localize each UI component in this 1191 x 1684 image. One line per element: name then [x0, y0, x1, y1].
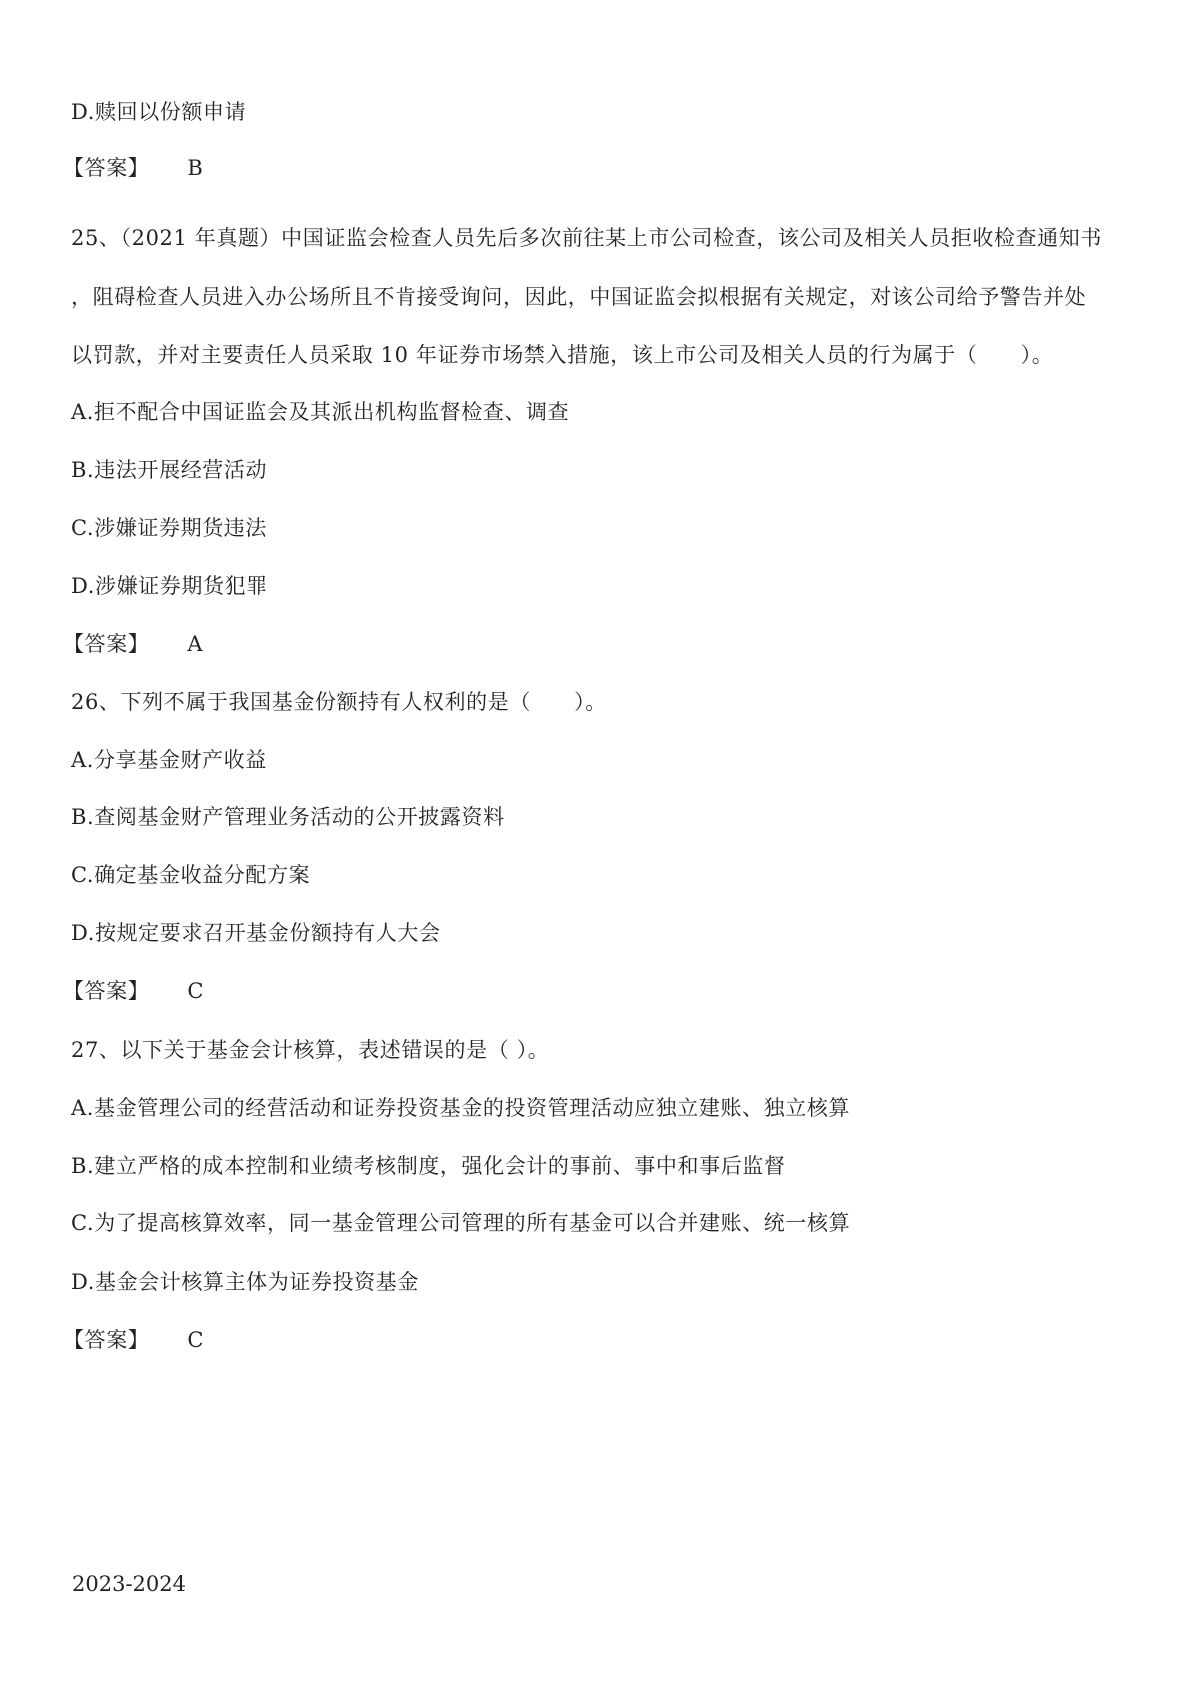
q25-option-c: C.涉嫌证券期货违法: [71, 516, 267, 540]
q26-option-a: A.分享基金财产收益: [71, 748, 267, 772]
q27-option-c: C.为了提高核算效率，同一基金管理公司管理的所有基金可以合并建账、统一核算: [71, 1211, 851, 1235]
q24-option-d: D.赎回以份额申请: [71, 100, 247, 124]
q27-option-b: B.建立严格的成本控制和业绩考核制度，强化会计的事前、事中和事后监督: [71, 1154, 786, 1178]
answer-label: 【答案】: [63, 979, 150, 1003]
answer-value: C: [187, 979, 205, 1003]
q26-answer: [63, 977, 205, 1005]
q27-question: 27、以下关于基金会计核算，表述错误的是（ ）。: [71, 1038, 550, 1062]
page-footer: 2023-2024: [72, 1572, 186, 1596]
q25-option-d: D.涉嫌证券期货犯罪: [71, 574, 268, 598]
q27-option-a: A.基金管理公司的经营活动和证券投资基金的投资管理活动应独立建账、独立核算: [71, 1096, 851, 1120]
q25-question-line-1: 25、（2021 年真题）中国证监会检查人员先后多次前往某上市公司检查，该公司及相关人员拒收检查通知书: [71, 226, 1102, 250]
q25-question-line-2: ，阻碍检查人员进入办公场所且不肯接受询问，因此，中国证监会拟根据有关规定，对该公司给予警告并处: [71, 285, 1087, 309]
q25-question-line-3: 以罚款，并对主要责任人员采取 10 年证券市场禁入措施，该上市公司及相关人员的行为属于（ ）。: [71, 343, 1054, 367]
q27-option-d: D.基金会计核算主体为证券投资基金: [71, 1270, 419, 1294]
q27-answer: [63, 1326, 205, 1354]
q26-option-d: D.按规定要求召开基金份额持有人大会: [71, 921, 441, 945]
q26-option-c: C.确定基金收益分配方案: [71, 863, 311, 887]
q25-answer: [63, 630, 204, 658]
q25-option-b: B.违法开展经营活动: [71, 458, 268, 482]
answer-value: A: [187, 632, 204, 656]
q24-answer: [63, 154, 204, 182]
answer-label: 【答案】: [63, 156, 150, 180]
answer-label: 【答案】: [63, 632, 150, 656]
answer-value: B: [187, 156, 204, 180]
q26-option-b: B.查阅基金财产管理业务活动的公开披露资料: [71, 805, 505, 829]
answer-value: C: [187, 1328, 205, 1352]
q25-option-a: A.拒不配合中国证监会及其派出机构监督检查、调查: [71, 400, 570, 424]
answer-label: 【答案】: [63, 1328, 150, 1352]
q26-question: 26、下列不属于我国基金份额持有人权利的是（ ）。: [71, 690, 607, 714]
